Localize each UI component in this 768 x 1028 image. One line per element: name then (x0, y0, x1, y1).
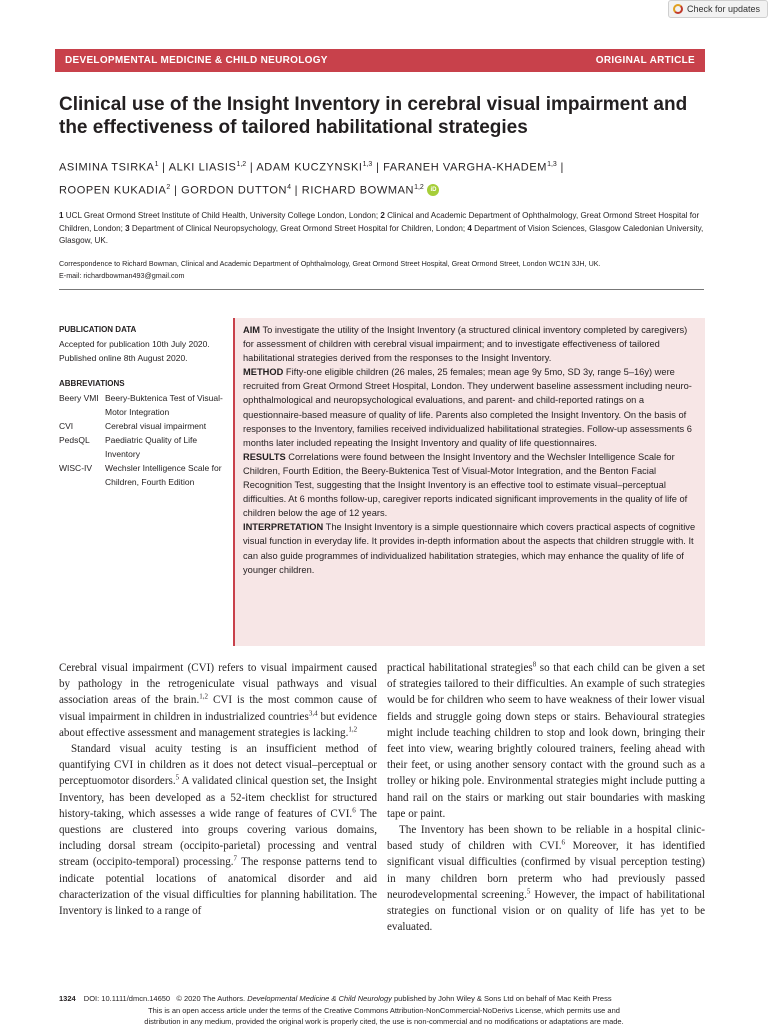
results-label: RESULTS (243, 451, 286, 462)
affil-text: Department of Vision Sciences, Glasgow Caledonian University, Glasgow, UK. (59, 223, 704, 245)
copyright-publisher: published by John Wiley & Sons Ltd on behalf of Mac Keith Press (391, 994, 612, 1003)
abbreviations-heading: ABBREVIATIONS (59, 379, 125, 388)
journal-name: DEVELOPMENTAL MEDICINE & CHILD NEUROLOGY (65, 55, 328, 66)
published-date: Published online 8th August 2020. (59, 353, 188, 363)
body-column-left (59, 660, 377, 919)
citation-sup[interactable]: 1,2 (199, 692, 208, 701)
abbreviation: WISC-IV (59, 463, 93, 473)
abbreviation: CVI (59, 421, 74, 431)
body-paragraph (59, 741, 377, 919)
abstract-results (243, 450, 700, 520)
correspondence-email[interactable]: E-mail: richardbowman493@gmail.com (59, 271, 185, 280)
body-text: so that each child can be given a set of strategies tailored to their difficulties. An example of such strategies would be for children who seem to have weakness of their lower visual fields and struggle going down steps or stairs. Behavioural strategies might include teaching children to stop and look down, bringing their feet into view, wearing brightly coloured trainers, feeling ahead with their feet, or using another sensory contact with the ground such as a trolley or hiking pole. Environmental strategies might include putting a hand rail on the stairs or marking out stair boundaries with masking tape or paint. (387, 662, 705, 820)
affil-number: 1 (59, 211, 64, 220)
body-text: practical habilitational strategies (387, 662, 533, 674)
body-paragraph (59, 660, 377, 741)
divider (59, 289, 704, 290)
abbreviation-definition: Cerebral visual impairment (105, 421, 207, 431)
author-list: ASIMINA TSIRKA$^1$ | ALKI LIASIS$^{1,2}$ | ADAM KUCZYNSKI$^{1,3}$ | FARANEH VARGHA-KHADEM$^{1,3}$ | ROOPEN KUKADIA$^2$ | GORDON DUTTON$^4$ | RICHARD BOWMAN$^{1,2}$ iD (59, 161, 564, 197)
body-text: Cerebral visual impairment (CVI) refers to visual impairment caused by pathology in the retrogeniculate visual pathways and visual association areas of the brain. (59, 662, 377, 707)
abbreviation-definition: Beery-Buktenica Test of Visual-Motor Integration (105, 393, 223, 417)
affil-text: Department of Clinical Neuropsychology, Great Ormond Street Hospital for Children, London; (131, 223, 466, 233)
aim-text: To investigate the utility of the Insight Inventory (a structured clinical inventory completed by caregivers) for assessment of children with cerebral visual impairment; and to investigate effectiveness of tailored habilitational strategies derived from the responses to the Insight Inventory. (243, 325, 688, 364)
citation-sup[interactable]: 1,2 (348, 725, 358, 734)
author-affil-sup: 1,2 (414, 183, 424, 191)
journal-header-bar (55, 49, 705, 72)
body-paragraph (387, 660, 705, 822)
accepted-date: Accepted for publication 10th July 2020. (59, 339, 210, 349)
affil-number: 4 (467, 223, 472, 233)
publication-heading: PUBLICATION DATA (59, 325, 137, 334)
publication-sidebar (59, 323, 231, 501)
body-text: The questions are clustered into groups covering various domains, including dorsal stream (occipito-parietal) processing and ventral stream (occipito-temporal) processing. (59, 807, 377, 869)
citation-sup[interactable]: 5 (526, 887, 531, 896)
body-column-right (387, 660, 705, 935)
article-title: Clinical use of the Insight Inventory in cerebral visual impairment and the effectiveness of tailored habilitational strategies (59, 94, 688, 138)
footer-line (59, 993, 709, 1005)
abbreviation: PedsQL (59, 435, 90, 445)
author-name: ALKI LIASIS (168, 161, 237, 174)
author-affil-sup: 4 (287, 183, 291, 191)
author-name: GORDON DUTTON (181, 184, 288, 197)
author-affil-sup: 1 (154, 161, 159, 168)
abbreviation-definition: Wechsler Intelligence Scale for Children, Fourth Edition (105, 463, 222, 487)
body-text: CVI is the most common cause of visual impairment in children in industrialized countries (59, 694, 377, 723)
page-number: 1324 (59, 994, 76, 1003)
affil-number: 2 (380, 211, 385, 220)
affil-text: Clinical and Academic Department of Ophthalmology, Great Ormond Street Hospital for Children, London; (59, 211, 700, 233)
abstract-method (243, 365, 700, 450)
abbreviation: Beery VMI (59, 393, 99, 403)
author-name: FARANEH VARGHA-KHADEM (383, 161, 548, 174)
abbreviation-definition: Paediatric Quality of Life Inventory (105, 435, 198, 459)
page-footer (59, 993, 709, 1028)
affil-text: UCL Great Ormond Street Institute of Child Health, University College London, London; (65, 211, 379, 220)
author-affil-sup: 2 (166, 183, 171, 191)
citation-sup[interactable]: 6 (352, 806, 356, 815)
abbreviation-row (59, 433, 231, 461)
copyright: © 2020 The Authors. (176, 994, 248, 1003)
body-paragraph (387, 822, 705, 935)
author-affil-sup: 1,3 (362, 161, 373, 168)
correspondence-address: Correspondence to Richard Bowman, Clinical and Academic Department of Ophthalmology, Great Ormond Street Hospital, Great Ormond Street, London WC1N 3JH, UK. (59, 259, 601, 268)
author-name: ROOPEN KUKADIA (59, 184, 167, 197)
citation-sup[interactable]: 5 (175, 773, 180, 782)
body-text: However, the impact of habilitational strategies on functional vision or on quality of life has yet to be evaluated. (387, 888, 705, 934)
check-for-updates-button[interactable] (668, 0, 768, 18)
citation-sup[interactable]: 6 (561, 838, 566, 847)
crossmark-icon (673, 4, 683, 14)
body-text: Standard visual acuity testing is an insufficient method of quantifying CVI in children as it does not detect visual–perceptual or perceptuomotor disorders. (59, 743, 377, 788)
interpretation-label: INTERPRETATION (243, 522, 324, 533)
article-type: ORIGINAL ARTICLE (595, 55, 695, 66)
citation-sup[interactable]: 7 (233, 854, 238, 863)
body-text: A validated clinical question set, the Insight Inventory, has been developed as a 52-item checklist for structured history-taking, which assesses a wide range of features of CVI. (59, 775, 377, 820)
method-text: Fifty-one eligible children (26 males, 25 females; mean age 9y 5mo, SD 3y, range 5–16y) were recruited from Great Ormond Street Hospital, London. They underwent baseline assessment including neuro-ophthalmological and neuropsychological evaluations, and parent- and child-reported ratings on a questionnaire-based measure of quality of life. Parents also completed the Insight Inventory. On the basis of responses to the Inventory, families received individualized habilitational strategies. Follow-up assessments 6 months later included repeating the Insight Inventory and quality of life questionnaires. (243, 367, 692, 448)
interpretation-text: The Insight Inventory is a simple questionnaire which covers practical aspects of cognitive visual function in everyday life. It provides in-depth information about the aspects that children struggle with. It can also guide programmes of individualized habilitation strategies, which may enhance the quality of life of younger children. (243, 522, 696, 575)
author-name: ADAM KUCZYNSKI (256, 161, 363, 174)
check-updates-label: Check for updates (687, 4, 761, 14)
citation-sup[interactable]: 3,4 (308, 708, 318, 717)
orcid-icon[interactable]: iD (427, 184, 439, 196)
doi[interactable]: DOI: 10.1111/dmcn.14650 (83, 994, 171, 1003)
author-affil-sup: 1,2 (236, 161, 247, 168)
author-name: ASIMINA TSIRKA (59, 161, 155, 174)
abbreviations (59, 377, 231, 489)
abbreviation-row (59, 419, 231, 433)
correspondence (59, 258, 709, 282)
body-text: Moreover, it has identified significant visual difficulties (confirmed by visual perception testing) in many children born preterm who had previously passed neurodevelopmental screening. (387, 840, 705, 901)
abbreviation-row (59, 461, 231, 489)
affiliations (59, 210, 709, 248)
license-line: This is an open access article under the terms of the Creative Commons Attribution-NonCommercial-NoDerivs License, which permits use and (148, 1005, 620, 1015)
journal-italic: Developmental Medicine & Child Neurology (247, 994, 392, 1003)
abstract-box (233, 318, 705, 646)
author-affil-sup: 1,3 (547, 161, 557, 168)
body-text: The Inventory has been shown to be reliable in a hospital clinic-based study of children with CVI. (387, 824, 705, 853)
method-label: METHOD (243, 367, 284, 378)
abstract-interpretation (243, 520, 700, 576)
abstract-aim (243, 323, 700, 365)
publication-data (59, 323, 231, 365)
author-name: RICHARD BOWMAN (301, 184, 415, 197)
citation-sup[interactable]: 8 (532, 660, 537, 669)
affil-number: 3 (125, 223, 130, 233)
results-text: Correlations were found between the Insight Inventory and the Wechsler Intelligence Scale for Children, Fourth Edition, the Beery-Buktenica Test of Visual-Motor Integration, and the Benton Facial Recognition Test, suggesting that the Insight Inventory is an effective tool to estimate visual–perceptual difficulties. At 6 months follow-up, caregiver reports indicated significant improvements in the quality of life of children below the age of 12 years. (243, 451, 688, 519)
abbreviation-row (59, 391, 231, 419)
license-line: distribution in any medium, provided the original work is properly cited, the use is non-commercial and no modifications or adaptations are made. (144, 1017, 624, 1026)
body-text: but evidence about effective assessment and management strategies is lacking. (59, 710, 377, 739)
body-text: The response patterns tend to indicate potential locations of anatomical disorder and aid characterization of the visual difficulties for planning habilitation. The Inventory is linked to a range of (59, 856, 378, 918)
aim-label: AIM (243, 325, 261, 335)
